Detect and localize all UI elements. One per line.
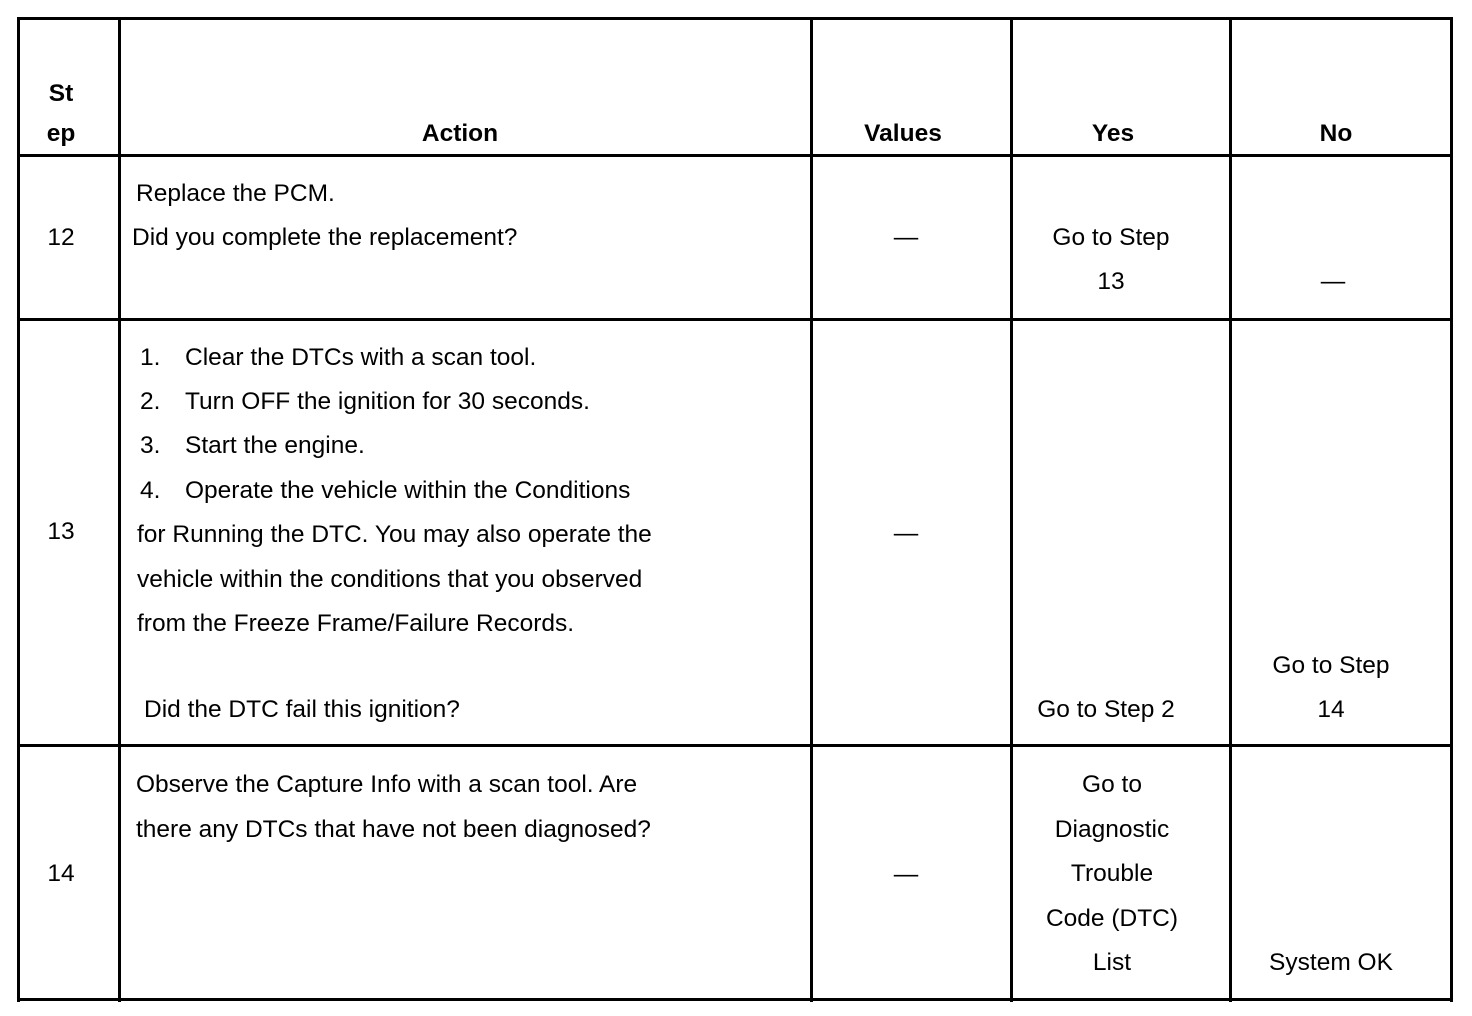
row-divider [17, 318, 1453, 321]
table-border-bottom [17, 998, 1453, 1001]
action-text: Observe the Capture Info with a scan tool. Are [136, 771, 638, 798]
list-item-number: 2. [140, 388, 161, 415]
step-number: 13 [47, 518, 75, 545]
value-text: — [893, 224, 919, 251]
header-values: Values [864, 120, 942, 147]
action-text: Replace the PCM. [136, 180, 335, 207]
value-text: — [893, 861, 919, 888]
action-text: Did you complete the replacement? [132, 224, 518, 251]
list-item-text: Clear the DTCs with a scan tool. [185, 344, 537, 371]
action-text: for Running the DTC. You may also operate the [137, 521, 652, 548]
yes-text: Go to Step [1052, 224, 1170, 251]
step-number: 12 [47, 224, 75, 251]
list-item-number: 3. [140, 432, 161, 459]
header-action: Action [421, 120, 499, 147]
header-step: ep [46, 120, 76, 147]
list-item-text: Start the engine. [185, 432, 365, 459]
column-divider [1229, 18, 1232, 1002]
action-text: from the Freeze Frame/Failure Records. [137, 610, 575, 637]
header-divider [17, 154, 1453, 157]
column-divider [810, 18, 813, 1002]
yes-text: Code (DTC) [1045, 905, 1179, 932]
row-divider [17, 744, 1453, 747]
table-border-right [1450, 18, 1453, 1002]
no-text: Go to Step [1272, 652, 1390, 679]
yes-text: 13 [1097, 268, 1125, 295]
step-number: 14 [47, 860, 75, 887]
list-item-text: Operate the vehicle within the Conditions [185, 477, 631, 504]
table-border-left [17, 18, 20, 1002]
column-divider [1010, 18, 1013, 1002]
no-text: 14 [1317, 696, 1345, 723]
action-question: Did the DTC fail this ignition? [144, 696, 460, 723]
yes-text: Go to [1082, 771, 1142, 798]
yes-text: Trouble [1070, 860, 1154, 887]
action-text: vehicle within the conditions that you observed [137, 566, 643, 593]
header-no: No [1319, 120, 1353, 147]
header-step: St [48, 80, 74, 107]
header-yes: Yes [1091, 120, 1135, 147]
no-text: — [1320, 268, 1346, 295]
action-text: there any DTCs that have not been diagnosed? [136, 816, 651, 843]
column-divider [118, 18, 121, 1002]
list-item-number: 1. [140, 344, 161, 371]
yes-text: Diagnostic [1054, 816, 1170, 843]
table-border-top [17, 17, 1453, 20]
yes-text: List [1092, 949, 1132, 976]
yes-text: Go to Step 2 [1037, 696, 1175, 723]
value-text: — [893, 520, 919, 547]
list-item-number: 4. [140, 477, 161, 504]
list-item-text: Turn OFF the ignition for 30 seconds. [185, 388, 590, 415]
no-text: System OK [1269, 949, 1393, 976]
